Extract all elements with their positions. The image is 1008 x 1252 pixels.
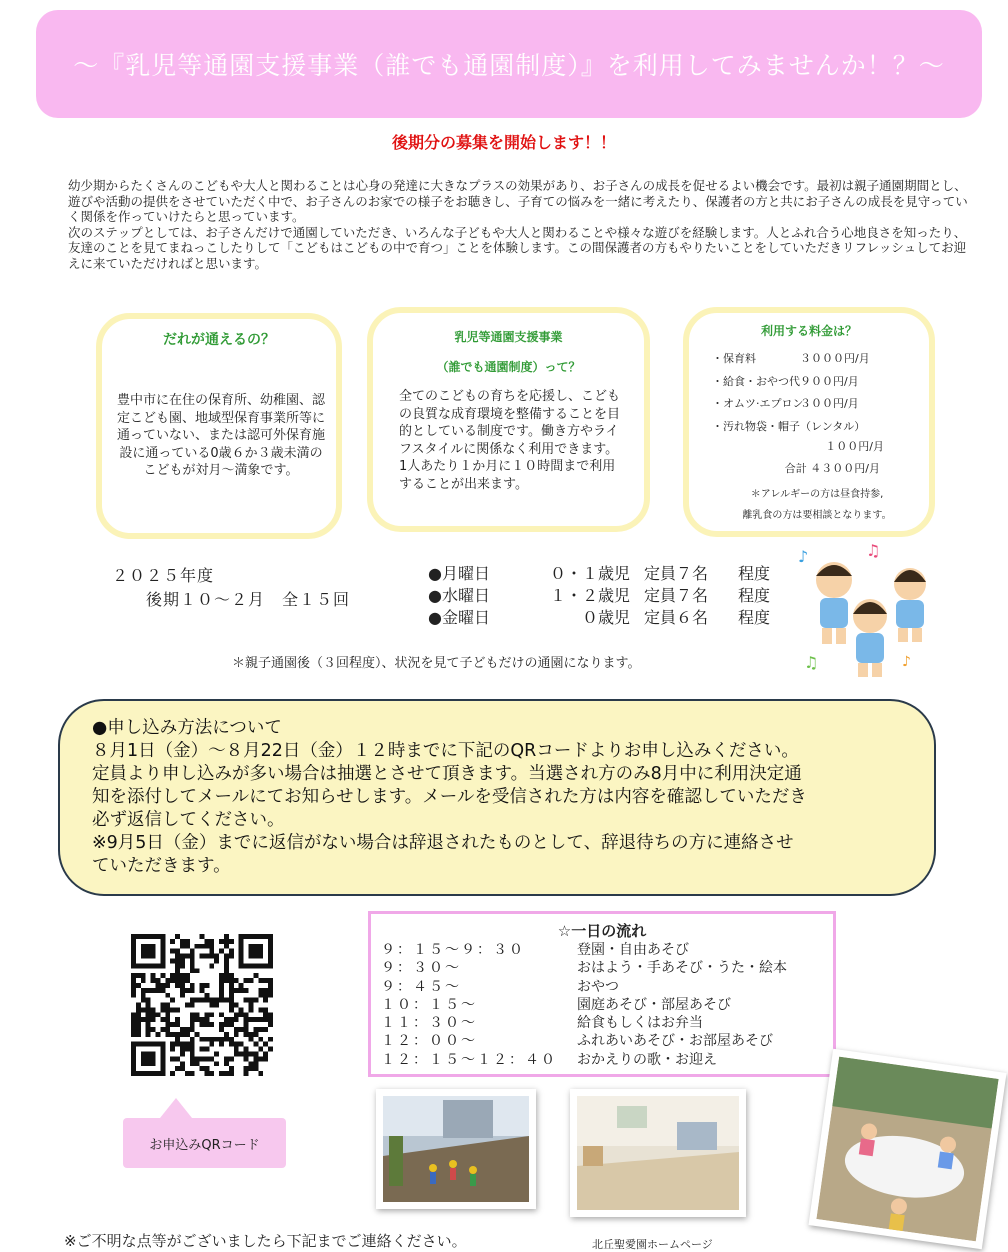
what-title: 乳児等通園支援事業 (454, 330, 563, 344)
schedule-note: ＊親子通園後（３回程度）、状況を見て子どもだけの通園になります。 (232, 656, 641, 671)
application-line: 定員より申し込みが多い場合は抽選とさせて頂きます。当選され方のみ8月中に利用決定通 (92, 764, 802, 784)
application-line: 知を添付してメールにてお知らせします。メールを受信された方は内容を確認していただき (92, 787, 807, 807)
schedule-row: ●水曜日 １・２歳児 定員７名 程度 (428, 586, 771, 605)
fee-list (712, 348, 912, 438)
kids-illustration (794, 540, 944, 680)
schedule-term: 後期１０〜２月 全１５回 (146, 590, 351, 609)
fee-item: ・汚れ物袋・帽子（レンタル） (712, 419, 866, 433)
intro-paragraph: 次のステップとしては、お子さんだけで通園していただき、いろんな子どもや大人と関わることや様々な遊びを経験します。人とふれ合う心地良さを知ったり、友達のことを見てまねっこしたりして「こどもはこどもの中で育つ」ことを体験します。この間保護者の方もやりたいことをしていただきリフレッシュしてお迎えに来ていただければと思います。 (68, 224, 967, 271)
fee-note: ＊アレルギーの方は昼食持参, 離乳食の方は要相談となります。 (742, 489, 892, 521)
fee-item: ・オムツ·エプロン３００円/月 (712, 397, 859, 410)
application-line: 必ず返信してください。 (92, 810, 285, 830)
intro-text (68, 178, 972, 271)
intro-paragraph: 幼少期からたくさんのこどもや大人と関わることは心身の発達に大きなプラスの効果があり、お子さんの成長を促せるよい機会です。最初は親子通園期間とし、遊びや活動の提供をさせていただく中で、お子さんのお家での様子をお聴きし、子育ての悩みを一緒に考えたり、保護者の方と共にお子さんの成長を見守っていく関係を作っていけたらと思っています。 (68, 178, 968, 224)
what-text: 全てのこどもの育ちを応援し、こどもの良質な成育環境を整備することを目的としている制度です。働き方やライフスタイルに関係なく利用できます。1人あたり１か月に１０時間まで利用することが出来ます。 (399, 389, 621, 492)
svg-text:♫: ♫ (804, 653, 819, 672)
photo-lunch (808, 1049, 1006, 1250)
flow-row: １２：１５〜１２：４０ おかえりの歌・お迎え (381, 1051, 717, 1068)
daily-flow-list (381, 941, 821, 1069)
who-text: 豊中市に在住の保育所、幼稚園、認定こども園、地域型保育事業所等に通っていない、または認可外保育施設に通っている0歳６か３歳未満のこどもが対月〜満象です。 (116, 393, 325, 478)
schedule-row: ●金曜日 ０歳児 定員６名 程度 (428, 608, 771, 627)
recruitment-subheading: 後期分の募集を開始します！！ (391, 133, 616, 152)
flow-row: ９：１５〜９：３０ 登園・自由あそび (381, 942, 689, 958)
flow-row: １０：１５〜 園庭あそび・部屋あそび (381, 996, 731, 1013)
fee-total: 合計 ４３００円/月 (784, 462, 880, 475)
fee-item-price: １００円/月 (825, 440, 884, 453)
qr-label: お申込みQRコード (123, 1118, 286, 1168)
schedule-days (428, 563, 770, 629)
application-heading: ●申し込み方法について (92, 718, 282, 738)
flow-row: １１：３０〜 給食もしくはお弁当 (381, 1015, 703, 1032)
what-title-sub: （誰でも通園制度）って？ (436, 360, 581, 374)
who-title: だれが通えるの？ (163, 332, 275, 348)
flow-row: １２：００〜 ふれあいあそび・お部屋あそび (381, 1033, 773, 1050)
svg-text:♪: ♪ (902, 654, 911, 670)
banner-title: 〜『乳児等通園支援事業（誰でも通園制度）』を利用してみませんか！？〜 (73, 51, 945, 80)
schedule-row: ●月曜日 ０・１歳児 定員７名 程度 (428, 564, 771, 583)
qr-code[interactable] (131, 934, 273, 1076)
header-banner (36, 10, 982, 118)
contact-note: ※ご不明な点等がございましたら下記までご連絡ください。 (64, 1232, 467, 1250)
fee-item: ・保育料 ３０００円/月 (712, 352, 870, 365)
homepage-label[interactable]: 北丘聖愛園ホームページ (592, 1238, 713, 1251)
svg-text:♪: ♪ (798, 547, 809, 566)
photo-room (570, 1089, 746, 1217)
qr-label-pointer (160, 1098, 192, 1118)
svg-text:♫: ♫ (866, 541, 881, 560)
application-line: ８月1日（金）〜８月22日（金）１２時までに下記のQRコードよりお申し込みください。 (92, 741, 799, 761)
fee-item: ・給食・おやつ代９００円/月 (712, 374, 859, 388)
schedule-year: ２０２５年度 (112, 566, 215, 585)
photo-garden (376, 1089, 536, 1209)
application-line: ていただきます。 (92, 856, 231, 876)
flow-row: ９：３０〜 おはよう・手あそび・うた・絵本 (381, 960, 787, 977)
flow-row: ９：４５〜 おやつ (381, 978, 619, 995)
application-line: ※9月5日（金）までに返信がない場合は辞退されたものとして、辞退待ちの方に連絡させ (92, 833, 794, 853)
daily-flow-title: ☆一日の流れ (557, 922, 647, 940)
fees-title: 利用する料金は？ (760, 324, 857, 338)
application-text (92, 717, 912, 878)
